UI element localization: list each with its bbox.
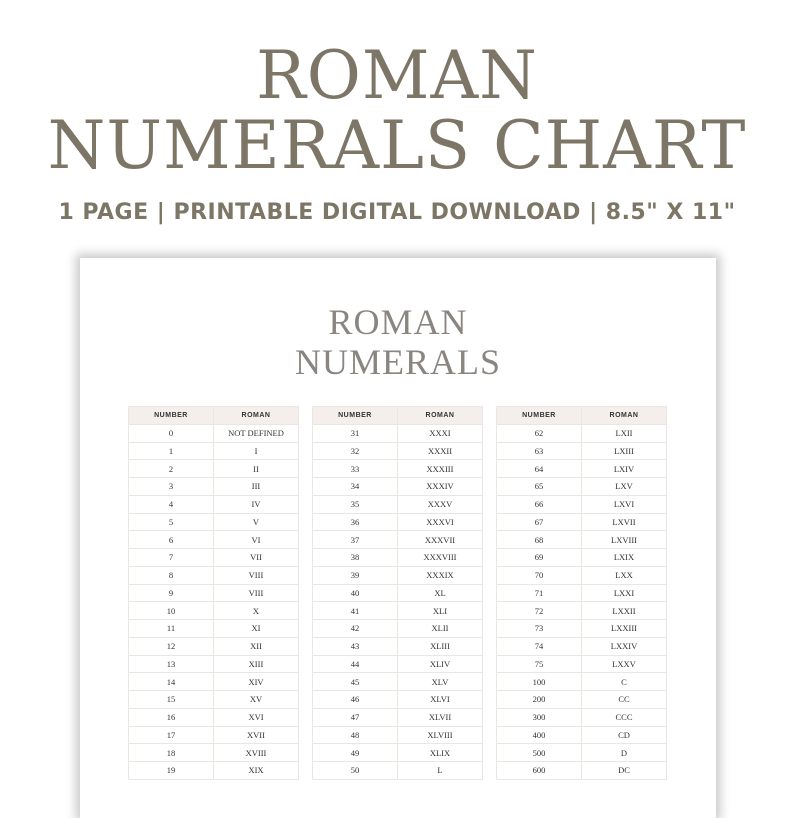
- number-cell: 14: [129, 673, 214, 691]
- roman-cell: D: [582, 744, 667, 762]
- roman-cell: LXXIV: [582, 637, 667, 655]
- table-row: [497, 531, 667, 549]
- table-row: [129, 673, 299, 691]
- roman-cell: XVIII: [214, 744, 299, 762]
- roman-cell: DC: [582, 762, 667, 780]
- number-cell: 74: [497, 637, 582, 655]
- roman-cell: XL: [398, 584, 483, 602]
- roman-cell: XLIX: [398, 744, 483, 762]
- table-row: [313, 762, 483, 780]
- table-row: [129, 602, 299, 620]
- numerals-table-2: [312, 406, 483, 780]
- sheet-title-line-1: ROMAN: [328, 302, 468, 342]
- number-cell: 33: [313, 460, 398, 478]
- table-row: [313, 637, 483, 655]
- table-row: [313, 513, 483, 531]
- number-cell: 4: [129, 495, 214, 513]
- table-row: [129, 708, 299, 726]
- table-row: [497, 620, 667, 638]
- roman-cell: XLII: [398, 620, 483, 638]
- number-cell: 11: [129, 620, 214, 638]
- number-cell: 200: [497, 691, 582, 709]
- roman-cell: LXXIII: [582, 620, 667, 638]
- table-row: [313, 691, 483, 709]
- table-row: [497, 566, 667, 584]
- roman-cell: XLVIII: [398, 726, 483, 744]
- table-row: [313, 442, 483, 460]
- roman-cell: XI: [214, 620, 299, 638]
- table-row: [129, 513, 299, 531]
- chart-sheet-preview: [80, 258, 716, 818]
- table-row: [129, 566, 299, 584]
- roman-cell: XLI: [398, 602, 483, 620]
- number-cell: 43: [313, 637, 398, 655]
- number-cell: 63: [497, 442, 582, 460]
- table-row: [497, 495, 667, 513]
- number-cell: 65: [497, 478, 582, 496]
- roman-cell: XIII: [214, 655, 299, 673]
- roman-cell: VIII: [214, 584, 299, 602]
- table-row: [129, 460, 299, 478]
- table-row: [497, 744, 667, 762]
- roman-cell: I: [214, 442, 299, 460]
- number-cell: 35: [313, 495, 398, 513]
- table-row: [313, 495, 483, 513]
- number-cell: 38: [313, 549, 398, 567]
- table-row: [497, 549, 667, 567]
- number-cell: 9: [129, 584, 214, 602]
- table-row: [313, 602, 483, 620]
- number-cell: 6: [129, 531, 214, 549]
- roman-cell: LXX: [582, 566, 667, 584]
- number-cell: 34: [313, 478, 398, 496]
- roman-cell: XXXV: [398, 495, 483, 513]
- table-row: [129, 495, 299, 513]
- number-cell: 42: [313, 620, 398, 638]
- number-cell: 13: [129, 655, 214, 673]
- table-row: [497, 726, 667, 744]
- table-row: [129, 620, 299, 638]
- roman-cell: LXXI: [582, 584, 667, 602]
- table-row: [313, 620, 483, 638]
- roman-cell: VIII: [214, 566, 299, 584]
- number-cell: 300: [497, 708, 582, 726]
- number-cell: 8: [129, 566, 214, 584]
- column-header-roman: ROMAN: [398, 407, 483, 425]
- number-cell: 48: [313, 726, 398, 744]
- number-cell: 75: [497, 655, 582, 673]
- number-cell: 39: [313, 566, 398, 584]
- numerals-table-3: [496, 406, 667, 780]
- number-cell: 2: [129, 460, 214, 478]
- table-row: [497, 424, 667, 442]
- table-row: [313, 566, 483, 584]
- roman-cell: LXV: [582, 478, 667, 496]
- number-cell: 67: [497, 513, 582, 531]
- table-row: [497, 584, 667, 602]
- number-cell: 31: [313, 424, 398, 442]
- number-cell: 500: [497, 744, 582, 762]
- number-cell: 3: [129, 478, 214, 496]
- table-row: [313, 708, 483, 726]
- roman-cell: C: [582, 673, 667, 691]
- number-cell: 47: [313, 708, 398, 726]
- number-cell: 16: [129, 708, 214, 726]
- number-cell: 5: [129, 513, 214, 531]
- roman-cell: IV: [214, 495, 299, 513]
- table-row: [497, 478, 667, 496]
- roman-cell: LXIII: [582, 442, 667, 460]
- table-row: [129, 691, 299, 709]
- table-row: [497, 673, 667, 691]
- roman-cell: CC: [582, 691, 667, 709]
- column-header-roman: ROMAN: [582, 407, 667, 425]
- roman-cell: L: [398, 762, 483, 780]
- table-row: [497, 602, 667, 620]
- number-cell: 19: [129, 762, 214, 780]
- roman-cell: XV: [214, 691, 299, 709]
- number-cell: 62: [497, 424, 582, 442]
- number-cell: 68: [497, 531, 582, 549]
- table-row: [313, 478, 483, 496]
- roman-cell: VI: [214, 531, 299, 549]
- table-row: [313, 460, 483, 478]
- roman-cell: LXVIII: [582, 531, 667, 549]
- roman-cell: III: [214, 478, 299, 496]
- table-row: [497, 513, 667, 531]
- number-cell: 44: [313, 655, 398, 673]
- roman-cell: II: [214, 460, 299, 478]
- number-cell: 69: [497, 549, 582, 567]
- column-header-number: NUMBER: [497, 407, 582, 425]
- table-row: [129, 762, 299, 780]
- number-cell: 40: [313, 584, 398, 602]
- roman-cell: LXVI: [582, 495, 667, 513]
- number-cell: 72: [497, 602, 582, 620]
- table-row: [497, 708, 667, 726]
- column-header-number: NUMBER: [313, 407, 398, 425]
- product-subtitle: 1 PAGE | PRINTABLE DIGITAL DOWNLOAD | 8.5" X 11": [58, 200, 736, 225]
- table-row: [497, 442, 667, 460]
- number-cell: 49: [313, 744, 398, 762]
- roman-cell: CD: [582, 726, 667, 744]
- number-cell: 15: [129, 691, 214, 709]
- table-row: [313, 673, 483, 691]
- roman-cell: XLV: [398, 673, 483, 691]
- table-row: [313, 531, 483, 549]
- number-cell: 70: [497, 566, 582, 584]
- table-row: [129, 424, 299, 442]
- roman-cell: VII: [214, 549, 299, 567]
- number-cell: 10: [129, 602, 214, 620]
- table-row: [129, 531, 299, 549]
- roman-cell: XIV: [214, 673, 299, 691]
- table-row: [497, 637, 667, 655]
- roman-cell: LXVII: [582, 513, 667, 531]
- roman-cell: X: [214, 602, 299, 620]
- roman-cell: XXXIII: [398, 460, 483, 478]
- number-cell: 64: [497, 460, 582, 478]
- number-cell: 0: [129, 424, 214, 442]
- roman-cell: XXXII: [398, 442, 483, 460]
- column-header-number: NUMBER: [129, 407, 214, 425]
- roman-cell: LXIV: [582, 460, 667, 478]
- number-cell: 17: [129, 726, 214, 744]
- table-row: [313, 584, 483, 602]
- table-row: [129, 726, 299, 744]
- number-cell: 46: [313, 691, 398, 709]
- number-cell: 66: [497, 495, 582, 513]
- table-row: [313, 549, 483, 567]
- roman-cell: XVII: [214, 726, 299, 744]
- table-row: [129, 655, 299, 673]
- table-row: [497, 655, 667, 673]
- table-row: [497, 460, 667, 478]
- table-row: [129, 584, 299, 602]
- headline-line-2: NUMERALS CHART: [47, 107, 747, 184]
- roman-cell: LXIX: [582, 549, 667, 567]
- number-cell: 45: [313, 673, 398, 691]
- number-cell: 400: [497, 726, 582, 744]
- roman-cell: XXXIX: [398, 566, 483, 584]
- roman-cell: XLIII: [398, 637, 483, 655]
- number-cell: 600: [497, 762, 582, 780]
- roman-cell: XXXVIII: [398, 549, 483, 567]
- number-cell: 71: [497, 584, 582, 602]
- table-row: [497, 691, 667, 709]
- number-cell: 36: [313, 513, 398, 531]
- roman-cell: XVI: [214, 708, 299, 726]
- sheet-title-line-2: NUMERALS: [294, 342, 502, 382]
- table-row: [313, 655, 483, 673]
- number-cell: 50: [313, 762, 398, 780]
- table-row: [313, 744, 483, 762]
- roman-cell: XLIV: [398, 655, 483, 673]
- roman-cell: V: [214, 513, 299, 531]
- table-row: [129, 744, 299, 762]
- table-row: [313, 424, 483, 442]
- headline-line-1: ROMAN: [256, 37, 538, 114]
- table-row: [129, 442, 299, 460]
- table-row: [313, 726, 483, 744]
- roman-cell: XII: [214, 637, 299, 655]
- number-cell: 37: [313, 531, 398, 549]
- number-cell: 41: [313, 602, 398, 620]
- roman-cell: XLVII: [398, 708, 483, 726]
- roman-cell: XLVI: [398, 691, 483, 709]
- number-cell: 7: [129, 549, 214, 567]
- table-row: [129, 549, 299, 567]
- roman-cell: LXII: [582, 424, 667, 442]
- number-cell: 12: [129, 637, 214, 655]
- numerals-table-1: [128, 406, 299, 780]
- roman-cell: XXXVII: [398, 531, 483, 549]
- roman-cell: XXXIV: [398, 478, 483, 496]
- roman-cell: CCC: [582, 708, 667, 726]
- number-cell: 100: [497, 673, 582, 691]
- roman-cell: NOT DEFINED: [214, 424, 299, 442]
- number-cell: 18: [129, 744, 214, 762]
- number-cell: 32: [313, 442, 398, 460]
- table-row: [497, 762, 667, 780]
- roman-cell: XXXI: [398, 424, 483, 442]
- roman-cell: LXXV: [582, 655, 667, 673]
- number-cell: 73: [497, 620, 582, 638]
- column-header-roman: ROMAN: [214, 407, 299, 425]
- table-row: [129, 637, 299, 655]
- roman-cell: LXXII: [582, 602, 667, 620]
- roman-cell: XXXVI: [398, 513, 483, 531]
- roman-cell: XIX: [214, 762, 299, 780]
- table-row: [129, 478, 299, 496]
- number-cell: 1: [129, 442, 214, 460]
